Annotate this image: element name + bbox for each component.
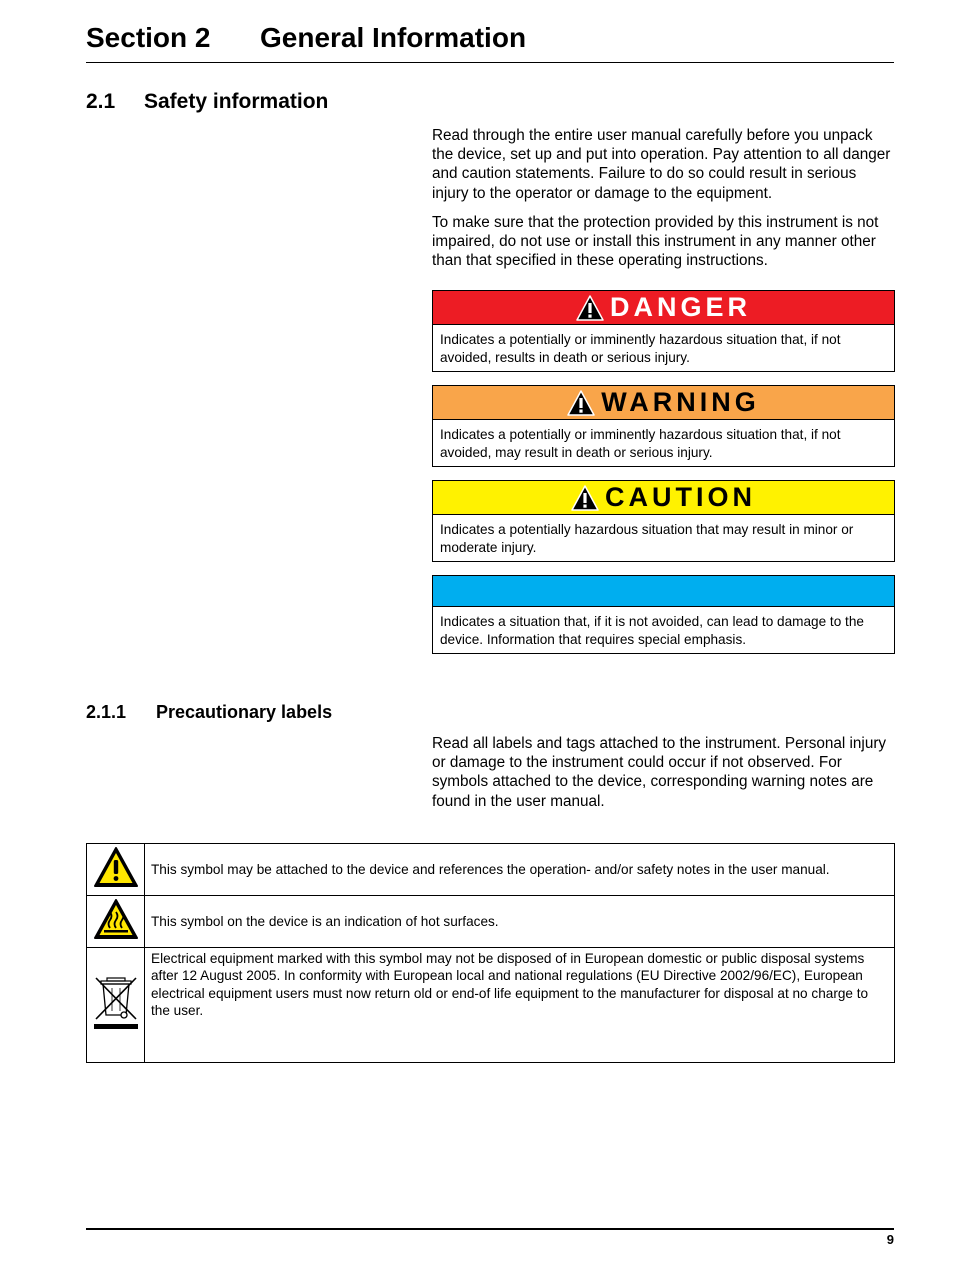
general-warning-icon [93,846,139,888]
caution-box [432,480,895,562]
symbols-table [86,843,895,1063]
danger-box [432,290,895,372]
symbol-description: Electrical equipment marked with this symbol may not be disposed of in European domestic or public disposal systems after 12 August 2005. In conformity with European local and national regulations (EU Directive 2002/96/EC), European electrical equipment users must now return old or end-of life equipment to the manufacturer for disposal at no charge to the user. [145,948,895,1063]
notice-header [433,576,894,607]
symbol-description: This symbol may be attached to the device and references the operation- and/or safety notes in the user manual. [145,844,895,896]
table-row [87,844,895,896]
precautionary-paragraph: Read all labels and tags attached to the instrument. Personal injury or damage to the instrument could occur if not observed. For symbols attached to the device, corresponding warning notes are found in the user manual. [432,735,887,810]
symbol-description: This symbol on the device is an indication of hot surfaces. [145,896,895,948]
caution-signal-word: CAUTION [605,482,756,512]
safety-paragraph-2: To make sure that the protection provided by this instrument is not impaired, do not use or install this instrument in any manner other than that specified in these operating instructions. [432,214,879,270]
warning-triangle-icon [571,485,599,511]
notice-description: Indicates a situation that, if it is not avoided, can lead to damage to the device. Information that requires special emphasis. [440,614,864,647]
precautionary-heading-title: Precautionary labels [156,702,333,722]
crossed-out-bin-icon [92,973,140,1033]
caution-header [433,481,894,515]
section-name: General Information [260,22,527,53]
warning-triangle-icon [567,390,595,416]
caution-description: Indicates a potentially hazardous situation that may result in minor or moderate injury. [440,522,854,555]
symbol-cell [87,948,145,1063]
footer-rule [86,1228,894,1230]
safety-heading [86,89,328,115]
notice-box [432,575,895,654]
table-row [87,896,895,948]
warning-box [432,385,895,467]
safety-paragraph-1: Read through the entire user manual carefully before you unpack the device, set up and put into operation. Pay attention to all danger and caution statements. Failure to do so could result in serious injury to the operator or damage to the equipment. [432,127,891,202]
safety-heading-number: 2.1 [86,90,116,113]
safety-heading-title: Safety information [144,90,329,113]
symbol-cell [87,896,145,948]
section-title [86,20,526,56]
danger-header [433,291,894,325]
precautionary-heading [86,700,332,724]
warning-description: Indicates a potentially or imminently hazardous situation that, if not avoided, may result in death or serious injury. [440,427,841,460]
warning-header [433,386,894,420]
table-row [87,948,895,1063]
hot-surface-icon [93,898,139,940]
section-number: Section 2 [86,22,211,53]
warning-triangle-icon [576,295,604,321]
danger-signal-word: DANGER [609,292,751,322]
page-number: 9 [886,1232,894,1247]
warning-signal-word: WARNING [601,387,760,417]
symbol-cell [87,844,145,896]
danger-description: Indicates a potentially or imminently hazardous situation that, if not avoided, results in death or serious injury. [440,332,841,365]
title-rule [86,62,894,63]
precautionary-heading-number: 2.1.1 [86,702,127,722]
